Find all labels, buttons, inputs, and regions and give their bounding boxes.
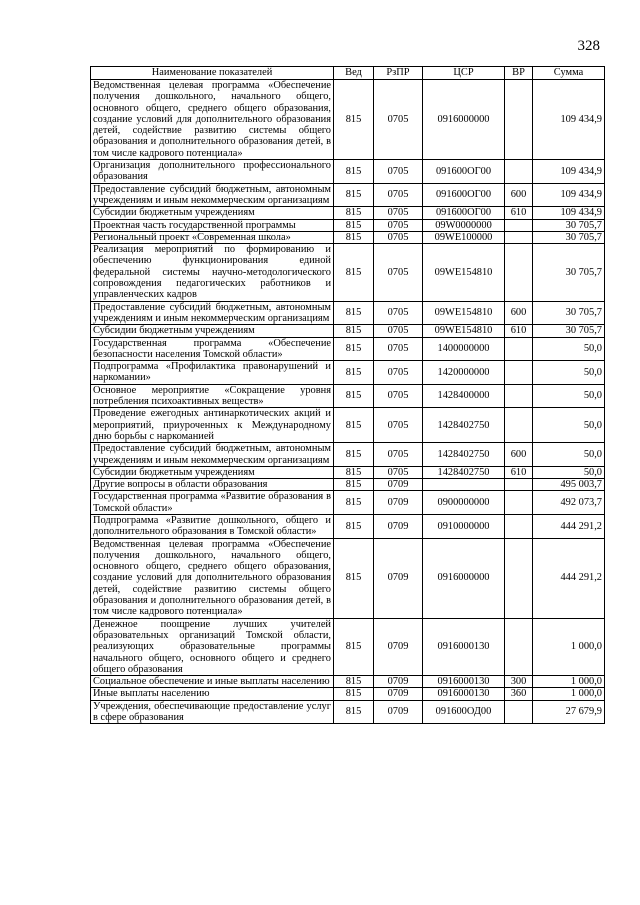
cell-vr [505, 361, 533, 385]
table-row [91, 538, 605, 618]
cell-ved: 815 [334, 618, 374, 675]
cell-rzpr: 0705 [374, 207, 423, 219]
cell-name: Основное мероприятие «Сокращение уровня потребления психоактивных веществ» [91, 384, 334, 408]
cell-vr [505, 700, 533, 724]
cell-sum: 109 434,9 [533, 160, 605, 184]
cell-sum: 492 073,7 [533, 491, 605, 515]
cell-vr: 610 [505, 466, 533, 478]
cell-name: Государственная программа «Развитие образования в Томской области» [91, 491, 334, 515]
cell-name: Предоставление субсидий бюджетным, автономным учреждениям и иным некоммерческим организациям [91, 183, 334, 207]
cell-name: Ведомственная целевая программа «Обеспечение получения дошкольного, начального общего, основного общего, среднего общего образования, создание условий для дополнительного образования детей, содействие развитию системы общего образования и дополнительного образования детей, в том числе кадрового потенциала» [91, 538, 334, 618]
cell-vr [505, 618, 533, 675]
cell-vr [505, 219, 533, 231]
cell-sum: 50,0 [533, 466, 605, 478]
cell-ved: 815 [334, 337, 374, 361]
cell-vr: 360 [505, 688, 533, 700]
cell-csr: 0916000130 [423, 618, 505, 675]
cell-csr: 09WE100000 [423, 231, 505, 243]
table-row [91, 479, 605, 491]
cell-name: Подпрограмма «Профилактика правонарушений и наркомании» [91, 361, 334, 385]
cell-vr [505, 337, 533, 361]
table-row [91, 514, 605, 538]
table-row [91, 688, 605, 700]
cell-csr: 09WE154810 [423, 325, 505, 337]
cell-name: Предоставление субсидий бюджетным, автономным учреждениям и иным некоммерческим организациям [91, 443, 334, 467]
cell-sum: 109 434,9 [533, 207, 605, 219]
table-row [91, 337, 605, 361]
cell-name: Государственная программа «Обеспечение безопасности населения Томской области» [91, 337, 334, 361]
cell-ved: 815 [334, 231, 374, 243]
cell-csr: 1428400000 [423, 384, 505, 408]
table-row [91, 361, 605, 385]
table-row [91, 219, 605, 231]
cell-ved: 815 [334, 301, 374, 325]
cell-name: Предоставление субсидий бюджетным, автономным учреждениям и иным некоммерческим организациям [91, 301, 334, 325]
cell-vr [505, 408, 533, 443]
cell-sum: 30 705,7 [533, 219, 605, 231]
cell-name: Организация дополнительного профессионального образования [91, 160, 334, 184]
cell-sum: 109 434,9 [533, 183, 605, 207]
cell-csr: 09W0000000 [423, 219, 505, 231]
cell-csr: 1428402750 [423, 408, 505, 443]
cell-rzpr: 0709 [374, 676, 423, 688]
cell-vr [505, 244, 533, 301]
cell-vr: 300 [505, 676, 533, 688]
cell-ved: 815 [334, 361, 374, 385]
cell-sum: 109 434,9 [533, 80, 605, 160]
cell-sum: 50,0 [533, 337, 605, 361]
cell-csr: 0916000130 [423, 688, 505, 700]
cell-vr [505, 80, 533, 160]
budget-table [90, 66, 605, 724]
cell-ved: 815 [334, 443, 374, 467]
cell-ved: 815 [334, 80, 374, 160]
cell-sum: 30 705,7 [533, 231, 605, 243]
cell-rzpr: 0705 [374, 384, 423, 408]
cell-name: Учреждения, обеспечивающие предоставление услуг в сфере образования [91, 700, 334, 724]
cell-sum: 30 705,7 [533, 244, 605, 301]
cell-rzpr: 0705 [374, 231, 423, 243]
table-row [91, 244, 605, 301]
cell-ved: 815 [334, 700, 374, 724]
cell-ved: 815 [334, 325, 374, 337]
cell-vr [505, 231, 533, 243]
table-row [91, 491, 605, 515]
cell-vr [505, 514, 533, 538]
cell-rzpr: 0705 [374, 219, 423, 231]
header-sum: Сумма [533, 67, 605, 80]
table-row [91, 207, 605, 219]
cell-ved: 815 [334, 219, 374, 231]
cell-csr: 1428402750 [423, 466, 505, 478]
cell-name: Проведение ежегодных антинаркотических акций и мероприятий, приуроченных к Международному дню борьбы с наркоманией [91, 408, 334, 443]
table-row [91, 160, 605, 184]
cell-vr [505, 479, 533, 491]
cell-rzpr: 0709 [374, 479, 423, 491]
cell-csr: 09WE154810 [423, 244, 505, 301]
cell-name: Реализация мероприятий по формированию и обеспечению функционирования единой федеральной системы научно-методологического сопровождения педагогических работников и управленческих кадров [91, 244, 334, 301]
cell-ved: 815 [334, 408, 374, 443]
cell-vr [505, 538, 533, 618]
cell-ved: 815 [334, 491, 374, 515]
header-ved: Вед [334, 67, 374, 80]
cell-sum: 50,0 [533, 408, 605, 443]
cell-sum: 50,0 [533, 443, 605, 467]
cell-sum: 50,0 [533, 361, 605, 385]
cell-rzpr: 0705 [374, 337, 423, 361]
cell-sum: 1 000,0 [533, 688, 605, 700]
cell-name: Проектная часть государственной программы [91, 219, 334, 231]
cell-rzpr: 0705 [374, 408, 423, 443]
cell-sum: 444 291,2 [533, 538, 605, 618]
table-row [91, 443, 605, 467]
cell-vr: 600 [505, 301, 533, 325]
cell-ved: 815 [334, 207, 374, 219]
cell-csr: 091600ОГ00 [423, 183, 505, 207]
cell-rzpr: 0705 [374, 80, 423, 160]
cell-name: Иные выплаты населению [91, 688, 334, 700]
cell-csr: 1420000000 [423, 361, 505, 385]
cell-ved: 815 [334, 479, 374, 491]
cell-ved: 815 [334, 244, 374, 301]
cell-csr: 091600ОГ00 [423, 160, 505, 184]
cell-rzpr: 0709 [374, 618, 423, 675]
cell-rzpr: 0705 [374, 183, 423, 207]
cell-rzpr: 0705 [374, 325, 423, 337]
cell-csr: 0910000000 [423, 514, 505, 538]
cell-rzpr: 0709 [374, 491, 423, 515]
cell-name: Другие вопросы в области образования [91, 479, 334, 491]
cell-ved: 815 [334, 538, 374, 618]
cell-name: Ведомственная целевая программа «Обеспечение получения дошкольного, начального общего, основного общего, среднего общего образования, создание условий для дополнительного образования детей, содействие развитию системы общего образования и дополнительного образования детей, в том числе кадрового потенциала» [91, 80, 334, 160]
cell-rzpr: 0709 [374, 688, 423, 700]
cell-csr [423, 479, 505, 491]
cell-csr: 0916000000 [423, 538, 505, 618]
cell-vr: 610 [505, 207, 533, 219]
cell-sum: 30 705,7 [533, 301, 605, 325]
cell-csr: 091600ОД00 [423, 700, 505, 724]
table-row [91, 183, 605, 207]
cell-name: Субсидии бюджетным учреждениям [91, 466, 334, 478]
cell-vr [505, 384, 533, 408]
cell-sum: 50,0 [533, 384, 605, 408]
cell-sum: 27 679,9 [533, 700, 605, 724]
cell-name: Подпрограмма «Развитие дошкольного, общего и дополнительного образования в Томской области» [91, 514, 334, 538]
cell-vr [505, 160, 533, 184]
header-csr: ЦСР [423, 67, 505, 80]
header-vr: ВР [505, 67, 533, 80]
table-row [91, 80, 605, 160]
table-row [91, 301, 605, 325]
cell-name: Субсидии бюджетным учреждениям [91, 325, 334, 337]
cell-rzpr: 0705 [374, 160, 423, 184]
cell-ved: 815 [334, 688, 374, 700]
page-number: 328 [577, 38, 600, 54]
cell-name: Денежное поощрение лучших учителей образовательных организаций Томской области, реализующих образовательные программы начального общего, основного общего и среднего общего образования [91, 618, 334, 675]
cell-csr: 091600ОГ00 [423, 207, 505, 219]
cell-sum: 1 000,0 [533, 676, 605, 688]
table-row [91, 408, 605, 443]
header-name: Наименование показателей [91, 67, 334, 80]
table-row [91, 231, 605, 243]
cell-name: Региональный проект «Современная школа» [91, 231, 334, 243]
cell-vr: 600 [505, 443, 533, 467]
cell-csr: 0916000000 [423, 80, 505, 160]
table-row [91, 325, 605, 337]
table-row [91, 466, 605, 478]
header-rzpr: РзПР [374, 67, 423, 80]
cell-vr: 610 [505, 325, 533, 337]
cell-ved: 815 [334, 183, 374, 207]
cell-name: Социальное обеспечение и иные выплаты населению [91, 676, 334, 688]
cell-csr: 09WE154810 [423, 301, 505, 325]
cell-rzpr: 0709 [374, 700, 423, 724]
cell-rzpr: 0709 [374, 538, 423, 618]
cell-rzpr: 0705 [374, 443, 423, 467]
cell-rzpr: 0705 [374, 466, 423, 478]
table-header-row [91, 67, 605, 80]
cell-vr [505, 491, 533, 515]
cell-sum: 30 705,7 [533, 325, 605, 337]
cell-csr: 1400000000 [423, 337, 505, 361]
cell-sum: 444 291,2 [533, 514, 605, 538]
cell-sum: 495 003,7 [533, 479, 605, 491]
cell-vr: 600 [505, 183, 533, 207]
cell-ved: 815 [334, 160, 374, 184]
cell-sum: 1 000,0 [533, 618, 605, 675]
cell-ved: 815 [334, 676, 374, 688]
table-row [91, 700, 605, 724]
cell-rzpr: 0709 [374, 514, 423, 538]
table-row [91, 384, 605, 408]
cell-rzpr: 0705 [374, 244, 423, 301]
cell-rzpr: 0705 [374, 361, 423, 385]
cell-ved: 815 [334, 514, 374, 538]
cell-ved: 815 [334, 466, 374, 478]
cell-name: Субсидии бюджетным учреждениям [91, 207, 334, 219]
cell-rzpr: 0705 [374, 301, 423, 325]
cell-csr: 0916000130 [423, 676, 505, 688]
table-row [91, 618, 605, 675]
table-row [91, 676, 605, 688]
cell-ved: 815 [334, 384, 374, 408]
cell-csr: 0900000000 [423, 491, 505, 515]
cell-csr: 1428402750 [423, 443, 505, 467]
